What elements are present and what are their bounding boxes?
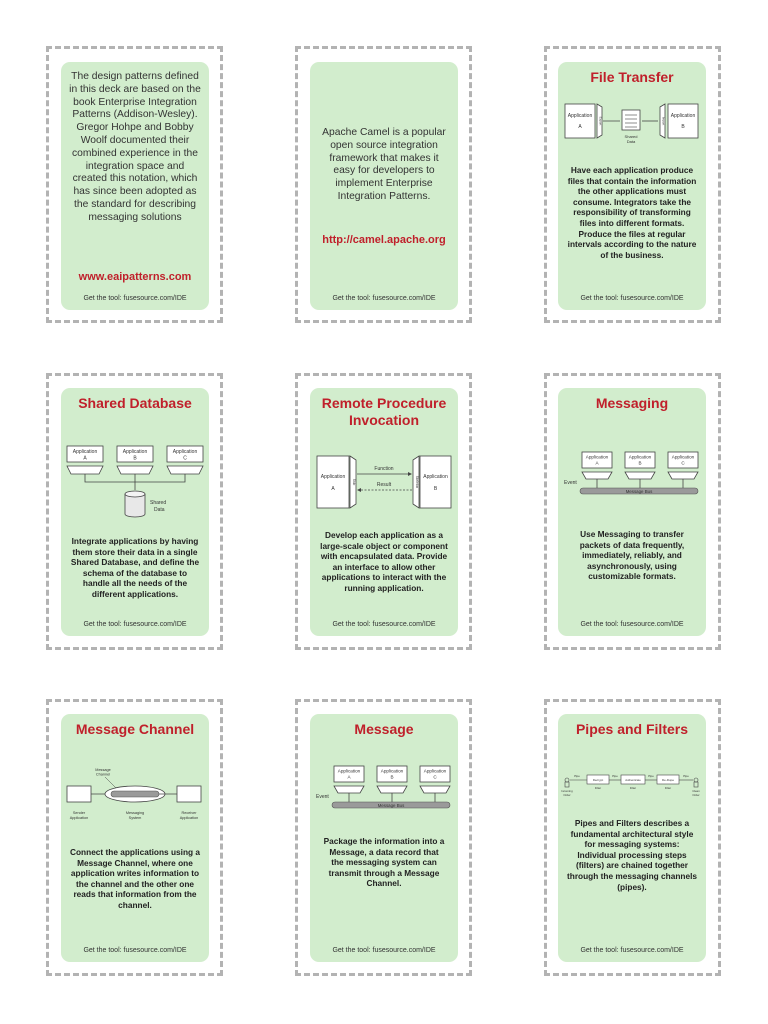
svg-text:A: A xyxy=(595,460,599,466)
card-title: File Transfer xyxy=(590,69,674,85)
card-shared-database[interactable] xyxy=(61,388,209,636)
shared-label: Shared xyxy=(624,134,638,139)
svg-text:Channel: Channel xyxy=(95,772,111,777)
card-camel[interactable] xyxy=(310,62,458,310)
card-title: Remote Procedure Invocation xyxy=(321,395,447,428)
message-channel-text: Connect the applications using a Message Channel, where one application writes information to the channel and the other one reads that information from the channel. xyxy=(70,847,200,910)
card-file-transfer[interactable] xyxy=(558,62,706,310)
svg-text:Application: Application xyxy=(320,474,346,480)
svg-text:Clean: Clean xyxy=(692,789,700,793)
svg-text:Application: Application xyxy=(628,454,652,460)
card-pipes-and-filters[interactable] xyxy=(558,714,706,962)
svg-text:De-Dupe: De-Dupe xyxy=(661,778,675,782)
application-b xyxy=(625,452,655,479)
svg-text:B: B xyxy=(638,460,642,466)
card-messaging[interactable] xyxy=(558,388,706,636)
svg-text:Application: Application xyxy=(72,449,98,455)
card-footer: Get the tool: fusesource.com/IDE xyxy=(332,621,436,628)
card-footer: Get the tool: fusesource.com/IDE xyxy=(83,295,187,302)
card-footer: Get the tool: fusesource.com/IDE xyxy=(83,947,187,954)
messaging-diagram xyxy=(560,446,704,502)
card-rpc[interactable] xyxy=(310,388,458,636)
svg-text:System: System xyxy=(128,816,142,820)
card-message[interactable] xyxy=(310,714,458,962)
application-a-box xyxy=(317,456,349,508)
svg-text:Sender: Sender xyxy=(72,811,86,815)
svg-text:Application: Application xyxy=(423,768,447,774)
app-letter: B xyxy=(681,124,685,130)
card-title: Message xyxy=(354,721,414,737)
rpc-text: Develop each application as a large-scale object or component with encapsulated data. Provide an interface to allow other applications to interact with the running application. xyxy=(320,530,448,593)
application-a xyxy=(582,452,612,479)
database-icon xyxy=(125,491,145,517)
card-title: Shared Database xyxy=(78,395,192,411)
svg-text:Pipe: Pipe xyxy=(574,774,580,778)
svg-text:Pipe: Pipe xyxy=(612,774,618,778)
card-footer: Get the tool: fusesource.com/IDE xyxy=(332,295,436,302)
svg-text:Application: Application xyxy=(671,454,695,460)
svg-text:Event: Event xyxy=(564,480,577,486)
svg-text:Result: Result xyxy=(376,482,392,488)
file-transfer-diagram xyxy=(562,98,702,153)
application-a xyxy=(67,446,103,474)
incoming-order-icon xyxy=(565,778,569,787)
svg-text:Filter: Filter xyxy=(664,786,672,790)
svg-text:Pipe: Pipe xyxy=(683,774,689,778)
application-c xyxy=(668,452,698,479)
card-footer: Get the tool: fusesource.com/IDE xyxy=(580,621,684,628)
svg-text:Application: Application xyxy=(380,768,404,774)
shared-database-text: Integrate applications by having them store their data in a single Shared Database, and define the schema of the database to handle all the needs of the different applications. xyxy=(70,536,200,599)
svg-text:Data: Data xyxy=(154,507,165,513)
messaging-text: Use Messaging to transfer packets of data frequently, immediately, reliably, and asynchronously, using customizable formats. xyxy=(579,529,685,582)
card-intro[interactable] xyxy=(61,62,209,310)
svg-text:Application: Application xyxy=(337,768,361,774)
application-b xyxy=(377,766,407,793)
file-transfer-text: Have each application produce files that contain the information the other applications must consume. Integrators take the responsibility of transforming files into different formats. Produce the files at regular intervals according to the nature of the business. xyxy=(567,165,697,260)
card-title: Pipes and Filters xyxy=(575,721,689,737)
import-label: Import xyxy=(661,116,666,126)
svg-text:Skeleton: Skeleton xyxy=(415,475,419,489)
svg-text:Filter: Filter xyxy=(594,786,602,790)
pipes-and-filters-text: Pipes and Filters describes a fundamental architectural style for messaging systems: Individual processing steps (filters) are chained together through the messaging channels (pipes). xyxy=(566,818,697,892)
app-letter: A xyxy=(578,124,582,130)
svg-text:Application: Application xyxy=(423,474,448,480)
card-title: Messaging xyxy=(595,395,669,411)
card-title: Message Channel xyxy=(75,721,195,737)
receiver-application-box xyxy=(177,786,201,802)
message-channel-diagram xyxy=(63,766,207,828)
svg-text:Message Bus: Message Bus xyxy=(377,802,405,808)
svg-text:Messaging: Messaging xyxy=(125,811,145,815)
svg-text:Event: Event xyxy=(316,794,329,800)
svg-text:Function: Function xyxy=(374,466,394,472)
svg-text:Pipe: Pipe xyxy=(648,774,654,778)
svg-text:C: C xyxy=(681,460,685,466)
svg-text:Shared: Shared xyxy=(150,500,167,506)
svg-text:A: A xyxy=(83,455,87,462)
svg-text:Receiver: Receiver xyxy=(181,811,197,815)
svg-text:Application: Application xyxy=(585,454,609,460)
svg-text:B: B xyxy=(133,455,137,462)
application-c xyxy=(420,766,450,793)
eaipatterns-link[interactable]: www.eaipatterns.com xyxy=(78,271,192,283)
svg-text:Message Bus: Message Bus xyxy=(625,488,653,494)
svg-text:A: A xyxy=(331,486,335,492)
channel-pipe xyxy=(111,791,159,797)
application-b xyxy=(117,446,153,474)
svg-text:Filter: Filter xyxy=(629,786,637,790)
svg-text:C: C xyxy=(183,455,187,462)
data-label: Data xyxy=(626,139,636,144)
pipes-and-filters-diagram xyxy=(560,766,704,802)
intro-text: The design patterns defined in this deck are based on the book Enterprise Integration Patterns (Addison-Wesley). Gregor Hohpe and Bobby Woolf documented their combined experience in the integration space and created this notation, which has since been adopted as the standard for describing messaging solutions xyxy=(69,71,201,223)
application-a-box xyxy=(565,104,595,138)
application-a xyxy=(334,766,364,793)
export-label: Export xyxy=(598,116,603,126)
svg-text:Application: Application xyxy=(122,449,148,455)
app-label: Application xyxy=(670,113,696,119)
card-footer: Get the tool: fusesource.com/IDE xyxy=(580,947,684,954)
svg-text:Message: Message xyxy=(95,768,111,772)
shared-database-diagram xyxy=(63,440,207,520)
svg-text:Decrypt: Decrypt xyxy=(592,778,604,782)
svg-text:Authenticate: Authenticate xyxy=(625,778,641,782)
clean-order-icon xyxy=(694,778,698,787)
app-label: Application xyxy=(567,113,593,119)
card-footer: Get the tool: fusesource.com/IDE xyxy=(332,947,436,954)
application-c xyxy=(167,446,203,474)
application-b-box xyxy=(668,104,698,138)
message-diagram xyxy=(312,760,456,816)
svg-text:Order: Order xyxy=(692,793,700,797)
card-message-channel[interactable] xyxy=(61,714,209,962)
message-text: Package the information into a Message, a data record that the messaging system can transmit through a Message Channel. xyxy=(323,836,445,889)
svg-text:Stub: Stub xyxy=(352,478,356,486)
svg-text:A: A xyxy=(347,774,351,780)
svg-text:C: C xyxy=(433,774,437,780)
application-b-box xyxy=(420,456,451,508)
svg-text:Incoming: Incoming xyxy=(561,789,573,793)
svg-text:Order: Order xyxy=(563,793,571,797)
svg-text:Application: Application xyxy=(172,449,198,455)
sender-application-box xyxy=(67,786,91,802)
card-footer: Get the tool: fusesource.com/IDE xyxy=(83,621,187,628)
rpc-diagram xyxy=(314,452,454,512)
svg-text:Application: Application xyxy=(179,816,199,820)
card-footer: Get the tool: fusesource.com/IDE xyxy=(580,295,684,302)
svg-text:Application: Application xyxy=(69,816,89,820)
svg-text:B: B xyxy=(433,486,438,492)
camel-link[interactable]: http://camel.apache.org xyxy=(322,234,446,246)
svg-text:B: B xyxy=(390,774,394,780)
camel-text: Apache Camel is a popular open source integration framework that makes it easy for developers to implement Enterprise Integration Patterns. xyxy=(322,127,446,202)
